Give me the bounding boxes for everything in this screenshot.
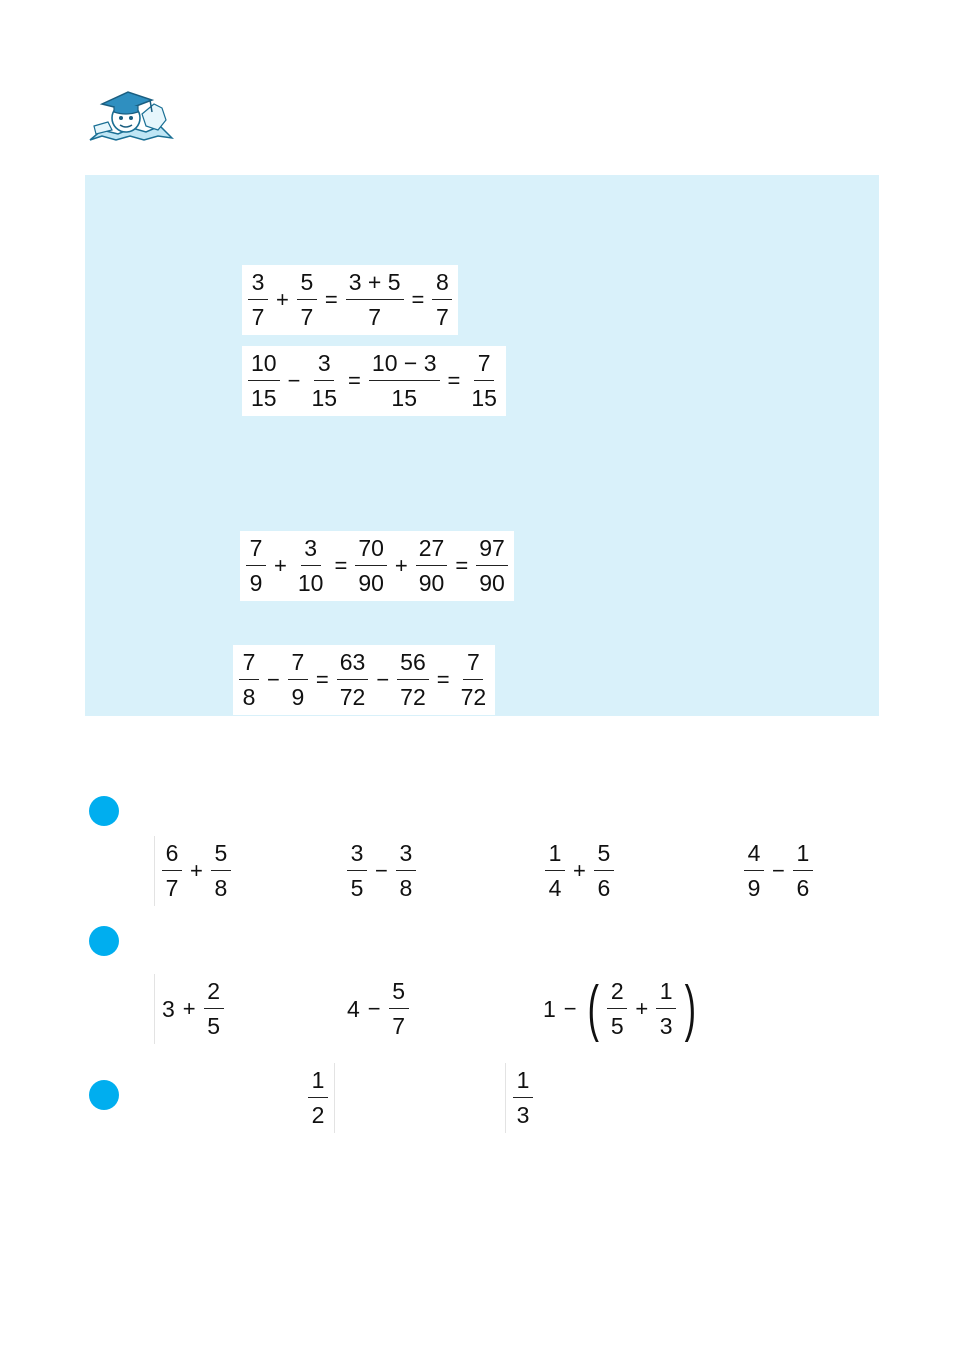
fraction [545, 842, 565, 900]
fraction [211, 842, 231, 900]
numerator: 7 [474, 352, 494, 381]
fraction [476, 537, 508, 595]
denominator: 9 [291, 684, 305, 710]
numerator: 97 [476, 537, 508, 566]
example-4-expression [233, 645, 495, 715]
example-2-expression [242, 346, 506, 416]
denominator: 10 [297, 570, 324, 596]
fraction [744, 842, 764, 900]
denominator: 7 [251, 304, 265, 330]
fraction [337, 651, 369, 709]
fraction [793, 842, 813, 900]
equals-sign: = [315, 667, 329, 692]
operator: − [772, 858, 785, 883]
exercise-1-problem-3 [538, 836, 620, 906]
numerator: 10 − 3 [369, 352, 440, 381]
left-parenthesis: ( [587, 974, 599, 1043]
fraction [396, 842, 416, 900]
operator: − [267, 667, 280, 692]
fraction [204, 980, 224, 1038]
numerator: 10 [248, 352, 280, 381]
fraction [308, 1069, 328, 1127]
fraction [656, 980, 676, 1038]
numerator: 7 [246, 537, 266, 566]
denominator: 15 [391, 385, 417, 411]
numerator: 3 [314, 352, 334, 381]
whole-number: 1 [543, 995, 556, 1022]
denominator: 15 [311, 385, 338, 411]
exercise-1-bullet [89, 796, 119, 826]
fraction [347, 842, 367, 900]
right-parenthesis: ) [684, 974, 697, 1043]
fraction [607, 980, 627, 1038]
denominator: 2 [311, 1102, 325, 1128]
denominator: 7 [435, 304, 449, 330]
numerator: 2 [204, 980, 224, 1009]
denominator: 9 [249, 570, 263, 596]
operator: + [190, 858, 203, 883]
denominator: 7 [392, 1013, 406, 1039]
fraction [346, 271, 404, 329]
exercise-2-problem-3 [536, 974, 705, 1044]
operator: + [276, 287, 289, 312]
fraction [369, 352, 440, 410]
equals-sign: = [447, 368, 461, 393]
numerator: 3 [396, 842, 416, 871]
exercise-3-bullet [89, 1080, 119, 1110]
equals-sign: = [455, 553, 469, 578]
fraction [308, 352, 340, 410]
numerator: 3 [301, 537, 321, 566]
equals-sign: = [324, 287, 338, 312]
fraction [389, 980, 409, 1038]
numerator: 56 [397, 651, 429, 680]
whole-number: 3 [162, 995, 175, 1022]
numerator: 5 [594, 842, 614, 871]
equals-sign: = [436, 667, 450, 692]
fraction [458, 651, 490, 709]
numerator: 1 [793, 842, 813, 871]
student-mascot-icon [88, 86, 174, 144]
operator: + [274, 553, 287, 578]
operator: − [367, 996, 381, 1021]
denominator: 15 [471, 385, 497, 411]
whole-number: 4 [347, 995, 360, 1022]
denominator: 90 [418, 570, 445, 596]
fraction [288, 651, 308, 709]
exercise-3-fraction-1 [301, 1063, 335, 1133]
operator: − [375, 858, 388, 883]
fraction [355, 537, 387, 595]
denominator: 72 [339, 684, 366, 710]
fraction [239, 651, 259, 709]
numerator: 1 [308, 1069, 328, 1098]
numerator: 1 [513, 1069, 533, 1098]
operator: − [376, 667, 390, 692]
equals-sign: = [348, 368, 361, 393]
exercise-2-problem-1 [154, 974, 230, 1044]
fraction [468, 352, 500, 410]
fraction [246, 537, 266, 595]
exercise-3-fraction-2 [505, 1063, 539, 1133]
numerator: 4 [744, 842, 764, 871]
fraction [295, 537, 327, 595]
fraction [432, 271, 452, 329]
numerator: 63 [337, 651, 369, 680]
equals-sign: = [411, 287, 425, 312]
exercise-1-problem-4 [737, 836, 819, 906]
fraction [513, 1069, 533, 1127]
denominator: 72 [460, 684, 487, 710]
operator: + [573, 858, 586, 883]
numerator: 7 [288, 651, 308, 680]
numerator: 70 [355, 537, 387, 566]
numerator: 3 [347, 842, 367, 871]
fraction [248, 352, 280, 410]
operator: + [394, 553, 408, 578]
denominator: 6 [597, 875, 611, 901]
denominator: 5 [350, 875, 364, 901]
exercise-1-problem-2 [340, 836, 422, 906]
numerator: 27 [416, 537, 448, 566]
numerator: 7 [239, 651, 259, 680]
denominator: 9 [747, 875, 761, 901]
denominator: 3 [659, 1013, 673, 1039]
denominator: 8 [399, 875, 413, 901]
numerator: 5 [389, 980, 409, 1009]
denominator: 7 [300, 304, 314, 330]
fraction [594, 842, 614, 900]
numerator: 5 [211, 842, 231, 871]
denominator: 3 [516, 1102, 530, 1128]
equals-sign: = [334, 553, 348, 578]
example-1-expression [242, 265, 458, 335]
fraction [162, 842, 182, 900]
operator: + [182, 996, 196, 1021]
info-box [85, 175, 879, 716]
denominator: 8 [242, 684, 256, 710]
numerator: 8 [432, 271, 452, 300]
fraction [248, 271, 268, 329]
numerator: 6 [162, 842, 182, 871]
denominator: 6 [796, 875, 810, 901]
exercise-1-problem-1 [154, 836, 237, 906]
denominator: 15 [251, 385, 277, 411]
operator: − [287, 368, 301, 393]
denominator: 7 [368, 304, 381, 330]
denominator: 90 [479, 570, 505, 596]
denominator: 90 [358, 570, 384, 596]
denominator: 5 [207, 1013, 221, 1039]
denominator: 7 [165, 875, 179, 901]
numerator: 3 [248, 271, 268, 300]
fraction [397, 651, 429, 709]
numerator: 3 + 5 [346, 271, 404, 300]
numerator: 5 [297, 271, 317, 300]
denominator: 5 [610, 1013, 624, 1039]
numerator: 1 [656, 980, 676, 1009]
exercise-2-problem-2 [340, 974, 415, 1044]
example-3-expression [240, 531, 514, 601]
operator: − [563, 996, 577, 1021]
fraction [297, 271, 317, 329]
denominator: 8 [214, 875, 228, 901]
numerator: 1 [545, 842, 565, 871]
fraction [416, 537, 448, 595]
denominator: 72 [400, 684, 426, 710]
exercise-2-bullet [89, 926, 119, 956]
denominator: 4 [548, 875, 562, 901]
numerator: 7 [463, 651, 483, 680]
numerator: 2 [607, 980, 627, 1009]
operator: + [635, 996, 649, 1021]
